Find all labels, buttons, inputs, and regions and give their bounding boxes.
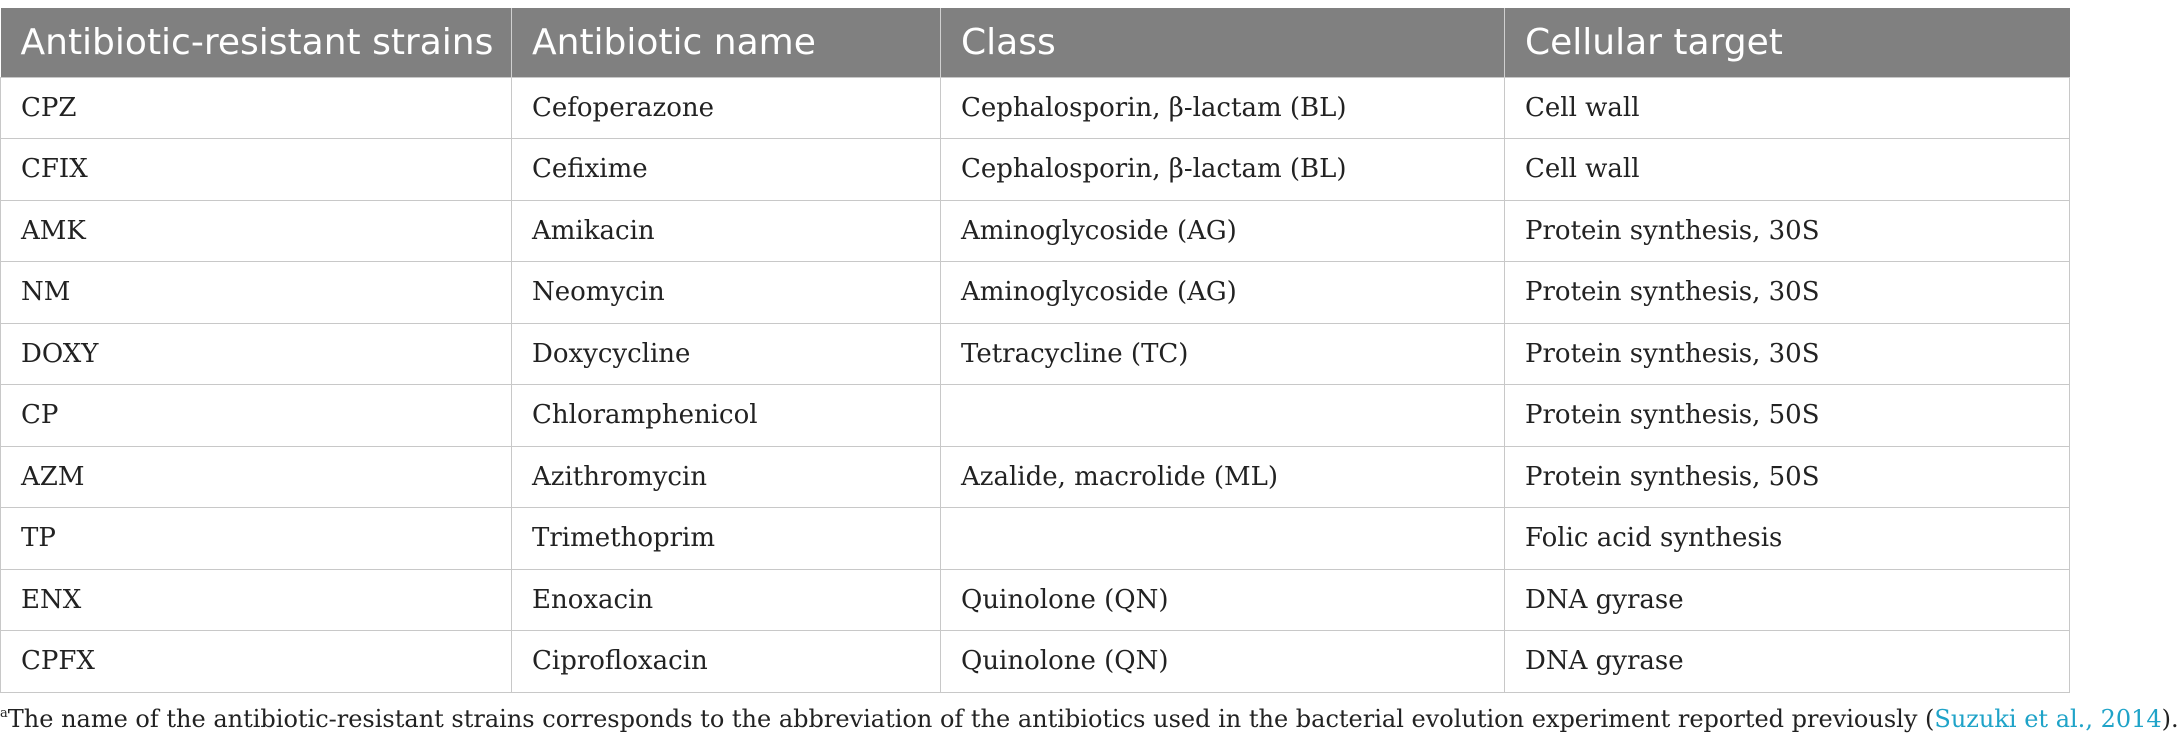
cell-class: Tetracycline (TC) [941,323,1505,385]
cell-cellular-target: Protein synthesis, 30S [1505,200,2070,262]
cell-antibiotic-name: Doxycycline [512,323,941,385]
cell-antibiotic-name: Azithromycin [512,446,941,508]
cell-cellular-target: Protein synthesis, 50S [1505,385,2070,447]
table-footnote [0,705,2179,733]
footnote-marker: a [0,706,8,721]
cell-antibiotic-name: Cefoperazone [512,77,941,139]
table-row [1,385,2070,447]
table-header [1,8,2070,77]
cell-cellular-target: Protein synthesis, 50S [1505,446,2070,508]
cell-class: Cephalosporin, β-lactam (BL) [941,139,1505,201]
table-row [1,139,2070,201]
table-row [1,446,2070,508]
cell-class: Azalide, macrolide (ML) [941,446,1505,508]
table-row [1,569,2070,631]
cell-strain: CP [1,385,512,447]
header-class: Class [941,8,1505,77]
header-strains: Antibiotic-resistant strains [1,8,512,77]
cell-cellular-target: Cell wall [1505,77,2070,139]
table-row [1,77,2070,139]
antibiotic-table-container [0,8,2069,693]
cell-antibiotic-name: Chloramphenicol [512,385,941,447]
cell-antibiotic-name: Amikacin [512,200,941,262]
cell-cellular-target: DNA gyrase [1505,631,2070,693]
table-row [1,200,2070,262]
cell-antibiotic-name: Enoxacin [512,569,941,631]
table-row [1,262,2070,324]
cell-strain: NM [1,262,512,324]
cell-strain: AMK [1,200,512,262]
header-cellular-target: Cellular target [1505,8,2070,77]
antibiotic-table [0,8,2070,693]
cell-antibiotic-name: Trimethoprim [512,508,941,570]
footnote-suffix: ). [2161,705,2179,733]
cell-strain: TP [1,508,512,570]
footnote-text: The name of the antibiotic-resistant strains corresponds to the abbreviation of the antibiotics used in the bacterial evolution experiment reported previously ( [7,705,1935,733]
cell-cellular-target: Protein synthesis, 30S [1505,323,2070,385]
header-row [1,8,2070,77]
cell-antibiotic-name: Cefixime [512,139,941,201]
cell-strain: CPFX [1,631,512,693]
cell-strain: CPZ [1,77,512,139]
table-row [1,323,2070,385]
cell-class: Cephalosporin, β-lactam (BL) [941,77,1505,139]
table-row [1,508,2070,570]
cell-class: Aminoglycoside (AG) [941,262,1505,324]
cell-antibiotic-name: Neomycin [512,262,941,324]
cell-cellular-target: DNA gyrase [1505,569,2070,631]
table-row [1,631,2070,693]
cell-antibiotic-name: Ciprofloxacin [512,631,941,693]
cell-class [941,385,1505,447]
cell-strain: ENX [1,569,512,631]
cell-class: Quinolone (QN) [941,631,1505,693]
footnote-reference-link[interactable]: Suzuki et al., 2014 [1934,705,2162,733]
header-antibiotic-name: Antibiotic name [512,8,941,77]
cell-strain: CFIX [1,139,512,201]
cell-cellular-target: Protein synthesis, 30S [1505,262,2070,324]
table-body [1,77,2070,692]
cell-strain: AZM [1,446,512,508]
cell-class [941,508,1505,570]
cell-cellular-target: Cell wall [1505,139,2070,201]
cell-class: Quinolone (QN) [941,569,1505,631]
cell-strain: DOXY [1,323,512,385]
cell-cellular-target: Folic acid synthesis [1505,508,2070,570]
cell-class: Aminoglycoside (AG) [941,200,1505,262]
